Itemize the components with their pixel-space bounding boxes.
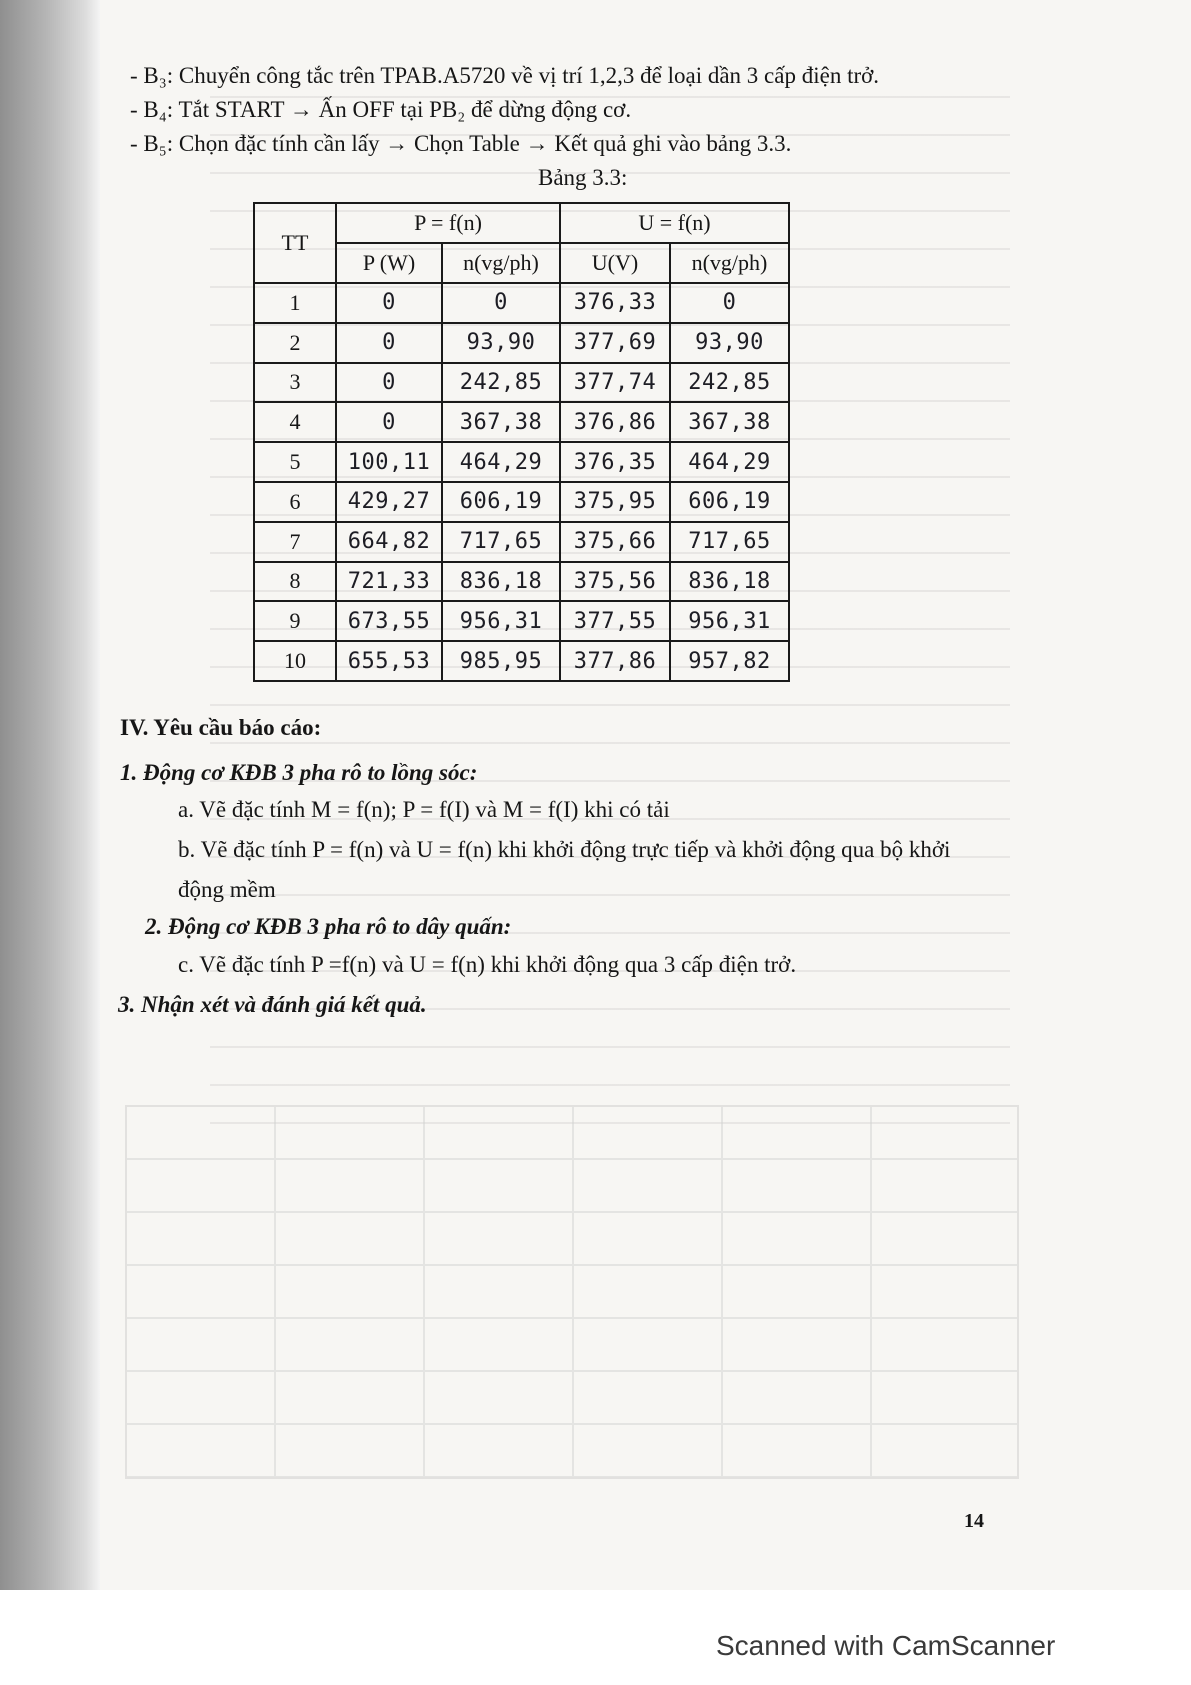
value-cell: 655,53 <box>336 641 442 681</box>
value-cell: 0 <box>670 283 789 323</box>
table-row <box>254 562 789 602</box>
value-cell: 836,18 <box>670 562 789 602</box>
value-cell: 956,31 <box>670 601 789 641</box>
scan-edge-shadow <box>0 0 100 1590</box>
value-cell: 664,82 <box>336 522 442 562</box>
header-n1: n(vg/ph) <box>442 243 560 283</box>
row-index-cell: 4 <box>254 402 336 442</box>
table-caption: Bảng 3.3: <box>538 165 628 190</box>
value-cell: 376,33 <box>560 283 670 323</box>
value-cell: 377,86 <box>560 641 670 681</box>
table-row <box>254 482 789 522</box>
section-1-title: 1. Động cơ KĐB 3 pha rô to lồng sóc: <box>120 760 478 785</box>
value-cell: 93,90 <box>442 323 560 363</box>
value-cell: 242,85 <box>670 363 789 403</box>
value-cell: 242,85 <box>442 363 560 403</box>
header-group-p: P = f(n) <box>336 203 560 243</box>
value-cell: 367,38 <box>442 402 560 442</box>
value-cell: 376,86 <box>560 402 670 442</box>
row-index-cell: 6 <box>254 482 336 522</box>
value-cell: 0 <box>336 323 442 363</box>
value-cell: 376,35 <box>560 442 670 482</box>
row-index-cell: 2 <box>254 323 336 363</box>
header-p: P (W) <box>336 243 442 283</box>
section-2-title: 2. Động cơ KĐB 3 pha rô to dây quấn: <box>145 914 512 939</box>
item-a: a. Vẽ đặc tính M = f(n); P = f(I) và M = f(I) khi có tải <box>178 797 670 822</box>
section-3-title: 3. Nhận xét và đánh giá kết quả. <box>118 992 427 1017</box>
step-b3: - B₃: Chuyển công tắc trên TPAB.A5720 về vị trí 1,2,3 để loại dần 3 cấp điện trở. <box>130 63 880 88</box>
value-cell: 957,82 <box>670 641 789 681</box>
value-cell: 673,55 <box>336 601 442 641</box>
item-b-line1: b. Vẽ đặc tính P = f(n) và U = f(n) khi khởi động trực tiếp và khởi động qua bộ khởi <box>178 837 951 862</box>
table-row <box>254 442 789 482</box>
item-c: c. Vẽ đặc tính P =f(n) và U = f(n) khi khởi động qua 3 cấp điện trở. <box>178 952 797 977</box>
value-cell: 375,66 <box>560 522 670 562</box>
value-cell: 717,65 <box>670 522 789 562</box>
value-cell: 0 <box>336 402 442 442</box>
header-n2: n(vg/ph) <box>670 243 789 283</box>
value-cell: 100,11 <box>336 442 442 482</box>
value-cell: 375,56 <box>560 562 670 602</box>
value-cell: 429,27 <box>336 482 442 522</box>
header-u: U(V) <box>560 243 670 283</box>
table-body <box>254 283 789 681</box>
row-index-cell: 5 <box>254 442 336 482</box>
row-index-cell: 9 <box>254 601 336 641</box>
value-cell: 606,19 <box>442 482 560 522</box>
header-group-u: U = f(n) <box>560 203 789 243</box>
report-heading: IV. Yêu cầu báo cáo: <box>120 715 322 740</box>
table-row <box>254 402 789 442</box>
value-cell: 375,95 <box>560 482 670 522</box>
value-cell: 367,38 <box>670 402 789 442</box>
value-cell: 956,31 <box>442 601 560 641</box>
value-cell: 377,55 <box>560 601 670 641</box>
value-cell: 0 <box>336 363 442 403</box>
row-index-cell: 3 <box>254 363 336 403</box>
table-row <box>254 323 789 363</box>
value-cell: 464,29 <box>442 442 560 482</box>
table-row <box>254 641 789 681</box>
step-b4: - B₄: Tắt START → Ấn OFF tại PB₂ để dừng động cơ. <box>130 97 632 122</box>
table-row <box>254 601 789 641</box>
page-number: 14 <box>964 1510 984 1532</box>
value-cell: 721,33 <box>336 562 442 602</box>
item-b-line2: động mềm <box>178 877 276 902</box>
bleed-through-table <box>125 1105 1019 1479</box>
value-cell: 93,90 <box>670 323 789 363</box>
row-index-cell: 7 <box>254 522 336 562</box>
row-index-cell: 1 <box>254 283 336 323</box>
header-tt: TT <box>254 203 336 283</box>
table-row <box>254 522 789 562</box>
table-row <box>254 283 789 323</box>
value-cell: 606,19 <box>670 482 789 522</box>
value-cell: 0 <box>442 283 560 323</box>
value-cell: 836,18 <box>442 562 560 602</box>
value-cell: 985,95 <box>442 641 560 681</box>
table-row <box>254 363 789 403</box>
value-cell: 377,69 <box>560 323 670 363</box>
step-b5: - B₅: Chọn đặc tính cần lấy → Chọn Table → Kết quả ghi vào bảng 3.3. <box>130 131 792 156</box>
value-cell: 377,74 <box>560 363 670 403</box>
row-index-cell: 10 <box>254 641 336 681</box>
value-cell: 717,65 <box>442 522 560 562</box>
camscanner-watermark: Scanned with CamScanner <box>716 1630 1056 1661</box>
value-cell: 464,29 <box>670 442 789 482</box>
row-index-cell: 8 <box>254 562 336 602</box>
results-table <box>253 202 790 682</box>
value-cell: 0 <box>336 283 442 323</box>
